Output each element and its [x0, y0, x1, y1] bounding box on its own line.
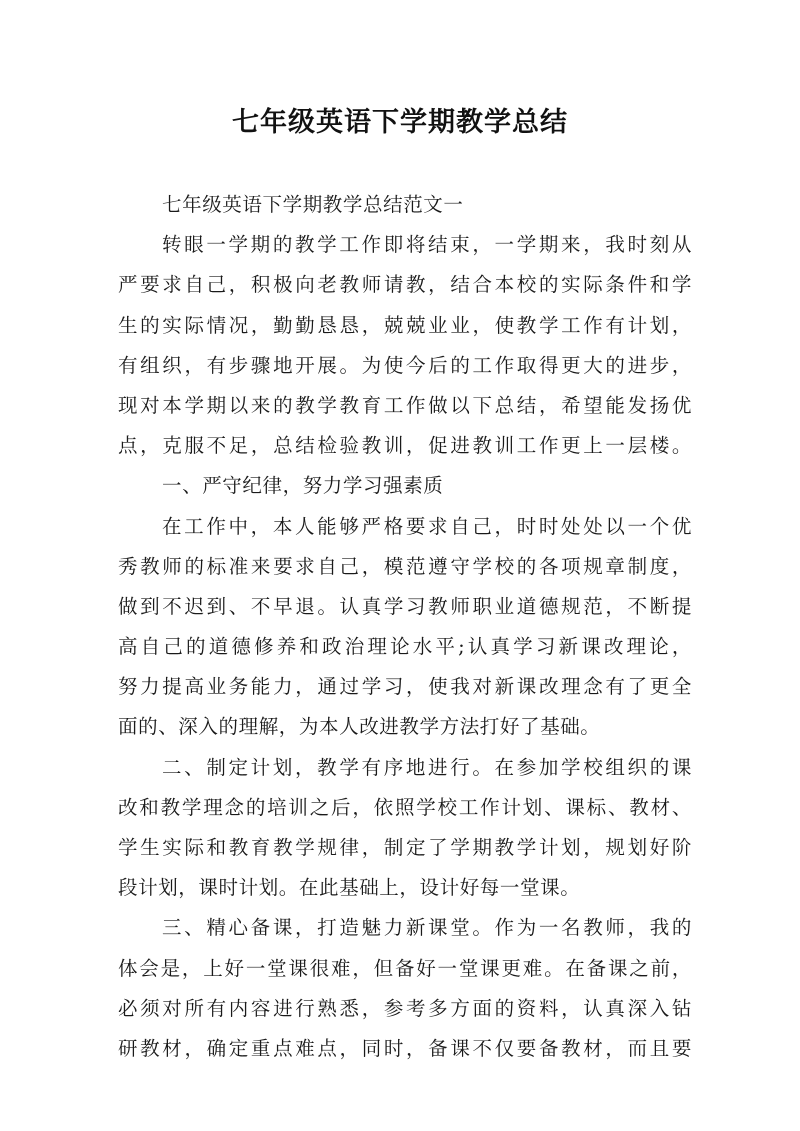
paragraph-line: 点，克服不足，总结检验教训，促进教训工作更上一层楼。 — [118, 434, 692, 458]
paragraph-line: 改和教学理念的培训之后，依照学校工作计划、课标、教材、 — [118, 795, 692, 819]
paragraph-line: 七年级英语下学期教学总结范文一 — [162, 193, 464, 216]
section-heading: 一、严守纪律，努力学习强素质 — [162, 474, 444, 498]
paragraph-line: 面的、深入的理解，为本人改进教学方法打好了基础。 — [118, 715, 601, 739]
paragraph-line: 现对本学期以来的教学教育工作做以下总结，希望能发扬优 — [118, 393, 692, 417]
document-body — [118, 185, 692, 1069]
paragraph-line: 生的实际情况，勤勤恳恳，兢兢业业，使教学工作有计划， — [118, 313, 692, 337]
paragraph-line: 体会是，上好一堂课很难，但备好一堂课更难。在备课之前， — [118, 956, 692, 980]
paragraph-line: 研教材，确定重点难点，同时，备课不仅要备教材，而且要 — [118, 1036, 692, 1060]
paragraph-line: 做到不迟到、不早退。认真学习教师职业道德规范，不断提 — [118, 594, 692, 618]
paragraph-line: 学生实际和教育教学规律，制定了学期教学计划，规划好阶 — [118, 836, 692, 859]
paragraph-line: 秀教师的标准来要求自己，模范遵守学校的各项规章制度， — [118, 554, 692, 578]
paragraph-line: 努力提高业务能力，通过学习，使我对新课改理念有了更全 — [118, 675, 692, 699]
paragraph-line: 段计划，课时计划。在此基础上，设计好每一堂课。 — [118, 876, 581, 900]
paragraph-line: 三、精心备课，打造魅力新课堂。作为一名教师，我的 — [162, 916, 692, 940]
paragraph-line: 高自己的道德修养和政治理论水平;认真学习新课改理论， — [118, 635, 692, 659]
document-title: 七年级英语下学期教学总结 — [232, 107, 568, 138]
paragraph-line: 在工作中，本人能够严格要求自己，时时处处以一个优 — [162, 514, 692, 538]
paragraph-line: 有组织，有步骤地开展。为使今后的工作取得更大的进步， — [118, 353, 692, 377]
paragraph-line: 二、制定计划，教学有序地进行。在参加学校组织的课 — [162, 755, 692, 779]
paragraph-line: 转眼一学期的教学工作即将结束，一学期来，我时刻从 — [162, 233, 692, 257]
paragraph-line: 严要求自己，积极向老教师请教，结合本校的实际条件和学 — [118, 273, 692, 297]
paragraph-line: 必须对所有内容进行熟悉，参考多方面的资料，认真深入钻 — [118, 996, 692, 1020]
